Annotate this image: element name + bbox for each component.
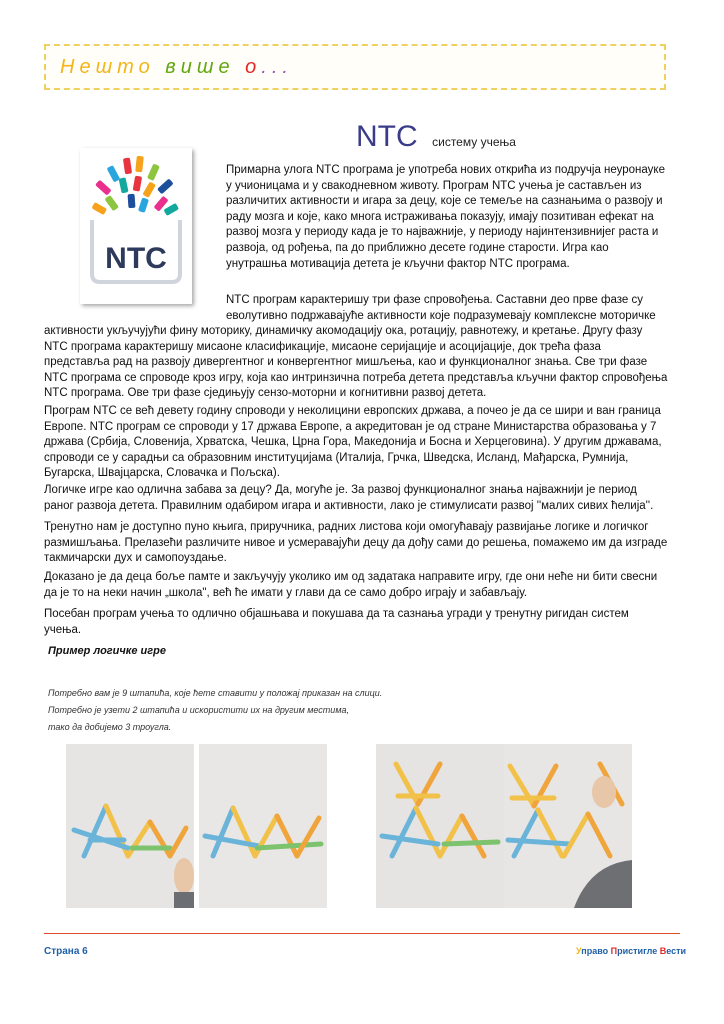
title-subtitle: систему учења <box>432 135 516 149</box>
newsletter-name <box>576 946 686 956</box>
banner-word-2: више <box>165 56 235 78</box>
brand-letter-u: У <box>576 946 582 956</box>
paragraph-resources: Тренутно нам је доступно пуно књига, приручника, радних листова који омогућавају развијање логике и логичког размишљања. Прелазећи различите нивое и усмеравајући децу да дођу сами до решења, помажемо им да изграде такмичарски дух и самопоуздање. <box>44 521 668 565</box>
article-title <box>356 120 516 154</box>
brand-letter-v: В <box>659 946 667 956</box>
paragraph-program: Посебан програм учења то одлично објашњава и покушава да та сазнања угради у тренутну ригидан систем учења. <box>44 608 629 636</box>
instruction-line-3: тако да добијемо 3 троугла. <box>48 722 172 732</box>
banner-word-3: о <box>245 56 262 78</box>
banner-word-1: Нешто <box>60 56 155 78</box>
puzzle-photo-4 <box>504 744 632 908</box>
paragraph-phases: активности укључујући фину моторику, динамичку акомодацију ока, ротацију, равнотежу, и кретање. Другу фазу NTC програма карактеришу мисаоне класификације, мисаоне серијације и асоцијације, док трећа фаза представља рад на развоју дивергентног и конвергентног мишљења, као и функционалног знања. Све три фазе NTC програма се спроводе кроз игру, која као интринзична потреба детета представља кључни фактор спровођења NTC програма. Ове три фазе сједињују сензо-моторни и когнитивни развој детета. <box>44 325 668 400</box>
puzzle-photo-1 <box>66 744 194 908</box>
paragraph-play: Доказано је да деца боље памте и закључују уколико им од задатака направите игру, где они неће ни бити свесни да је то на неки начин „школа", већ ће имати у глави да се само добро играју и забављају. <box>44 571 658 599</box>
instruction-line-2: Потребно је узети 2 штапића и искористити их на другим местима, <box>48 705 349 715</box>
paragraph-phases-start: NTC програм карактеришу три фазе спровођења. Саставни део прве фазе су еволутивно подржавајуће активности које подразумевају комплексне моторичке <box>226 294 656 322</box>
paragraph-intro: Примарна улога NTC програма је употреба нових открића из подручја неуронауке у учионицама и у свакодневном животу. Програм NTC учења је састављен из различитих активности и игара за децу, које се темеље на сазнањима о развоју и раду мозга и које, како многа истраживања показују, имају позитиван ефекат на развој мозга у периоду када је то најважније, у периоду најинтензивнијег раста и развоја, од рођења, па до приближно десете године старости. Игра као унутрашња мотивација детета је кључни фактор NTC програма. <box>226 164 665 270</box>
instruction-line-1: Потребно вам је 9 штапића, које ћете ставити у положај приказан на слици. <box>48 688 383 698</box>
paragraph-logic-games: Логичке игре као одлична забава за децу? Да, могуће је. За развој функционалног знања најважнији је период раног развоја детета. Правилним одабиром игара и активности, лако је стимулисати развој ''малих сивих ћелија''. <box>44 484 654 512</box>
example-instructions <box>48 685 448 736</box>
brand-word-1: право <box>581 946 611 956</box>
ntc-logo <box>80 148 192 304</box>
puzzle-photo-2 <box>199 744 327 908</box>
logo-text: NTC <box>105 242 167 275</box>
brand-letter-p: П <box>610 946 618 956</box>
brand-word-3: ести <box>666 946 687 956</box>
section-banner <box>44 44 666 90</box>
banner-ellipsis: ... <box>261 56 293 78</box>
brand-word-2: ристигле <box>617 946 660 956</box>
paragraph-countries: Програм NTC се већ девету годину спроводи у неколицини европских држава, а почео је да се шири и ван граница Европе. NTC програм се спроводи у 17 држава Европе, а акредитован је од стране Министарства образовања у 7 држава (Србија, Словенија, Хрватска, Чешка, Црна Гора, Македонија и Босна и Херцеговина). У другим државама, спроводи се у сарадњи са образовним институцијама (Италија, Грчка, Шведска, Исланд, Мађарска, Румнија, Бугарска, Швајцарска, Словачка и Пољска). <box>44 405 662 480</box>
footer-divider <box>44 933 680 934</box>
title-main: NTC <box>356 120 418 153</box>
ntc-logo-icon <box>80 148 192 304</box>
page-number: Страна 6 <box>44 946 88 957</box>
puzzle-photo-3 <box>376 744 504 908</box>
example-heading: Пример логичке игре <box>48 645 166 657</box>
